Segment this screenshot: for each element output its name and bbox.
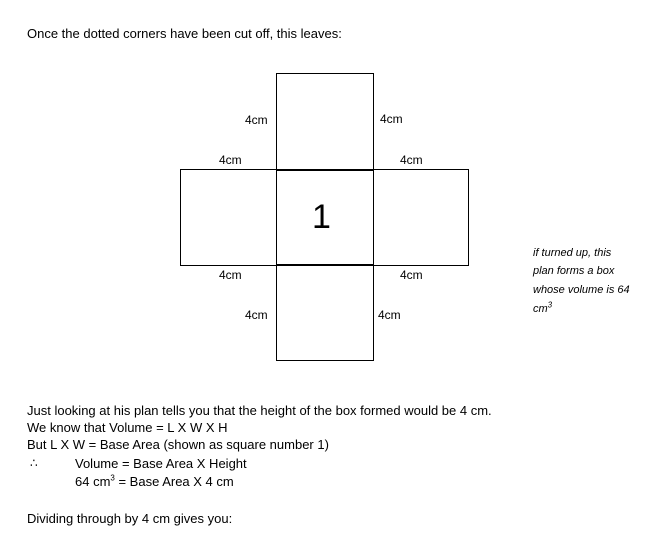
therefore-symbol: ∴ (30, 456, 38, 470)
body-line-2: We know that Volume = L X W X H (27, 420, 228, 435)
body-line-3: But L X W = Base Area (shown as square number 1) (27, 437, 329, 452)
note-line-2: plan forms a box (533, 265, 615, 277)
label-lower-right: 4cm (400, 268, 423, 282)
label-upper-right: 4cm (400, 153, 423, 167)
label-upper-left: 4cm (219, 153, 242, 167)
net-square-top (276, 73, 374, 171)
line5-exponent: 3 (110, 473, 115, 483)
body-line-4: Volume = Base Area X Height (75, 456, 247, 471)
intro-text: Once the dotted corners have been cut off, this leaves: (27, 26, 342, 41)
label-top-right: 4cm (380, 112, 403, 126)
note-unit: cm (533, 303, 548, 315)
note-line-1: if turned up, this (533, 247, 612, 259)
label-lower-left: 4cm (219, 268, 242, 282)
line5-value: 64 cm (75, 474, 111, 489)
label-bottom-right: 4cm (378, 308, 401, 322)
net-square-bottom (276, 264, 374, 361)
label-bottom-left: 4cm (245, 308, 268, 322)
note-line-3: whose volume is 64 (533, 284, 630, 296)
center-square-number: 1 (312, 198, 331, 236)
body-line-6: Dividing through by 4 cm gives you: (27, 511, 233, 526)
label-top-left: 4cm (245, 113, 268, 127)
line5-rest: = Base Area X 4 cm (114, 474, 234, 489)
body-line-5 (75, 474, 234, 490)
note-line-4 (533, 302, 552, 316)
body-line-1: Just looking at his plan tells you that the height of the box formed would be 4 cm. (27, 403, 492, 418)
note-exponent: 3 (547, 300, 553, 310)
